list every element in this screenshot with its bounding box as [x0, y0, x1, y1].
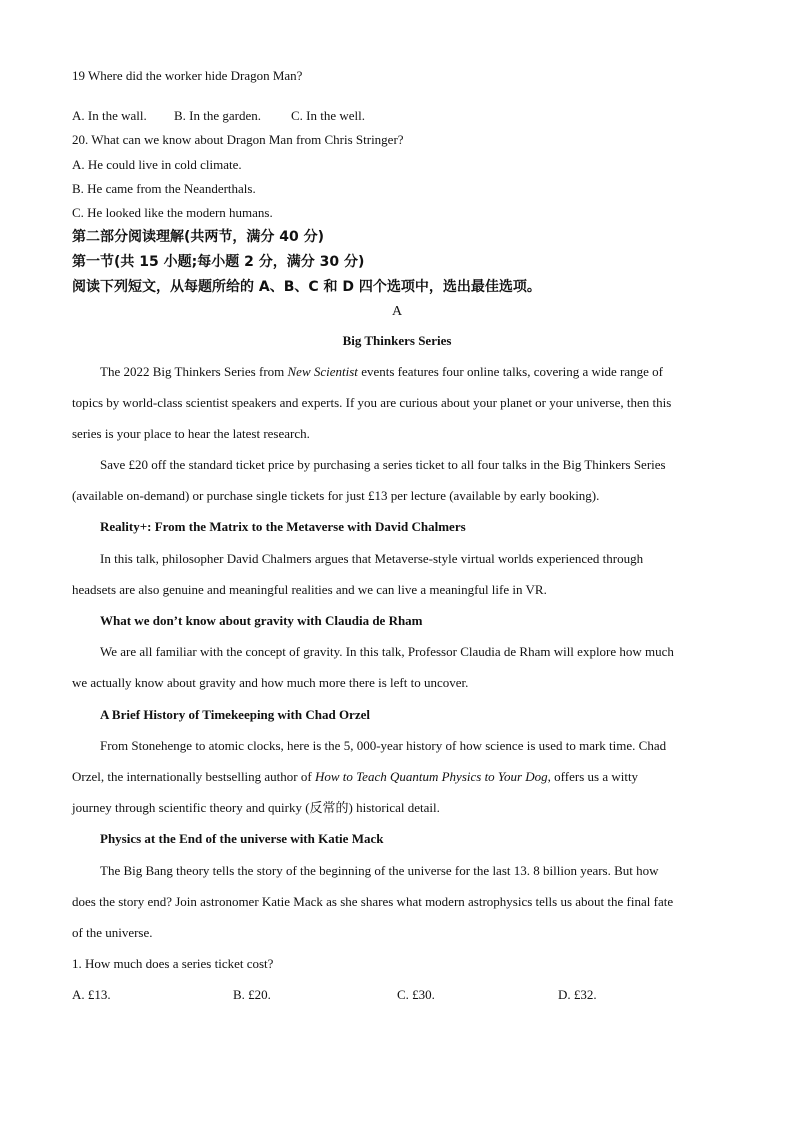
option-b: B. In the garden.: [174, 108, 262, 123]
paragraph-line: (available on-demand) or purchase single tickets for just £13 per lecture (available by early booking).: [72, 488, 600, 503]
paragraph-line: headsets are also genuine and meaningful realities and we can live a meaningful life in VR.: [72, 582, 547, 597]
paragraph-line: We are all familiar with the concept of gravity. In this talk, Professor Claudia de Rham will explore how much: [100, 644, 674, 659]
option-d: D. £32.: [558, 987, 597, 1002]
section-subheader: 第一节(共 15 小题;每小题 2 分，满分 30 分): [72, 254, 365, 270]
talk-title: Physics at the End of the universe with Katie Mack: [100, 831, 384, 846]
option-a: A. £13.: [72, 987, 111, 1002]
paragraph-line: The 2022 Big Thinkers Series from New Scientist events features four online talks, covering a wide range of: [100, 364, 663, 379]
section-header: 第二部分阅读理解(共两节，满分 40 分): [72, 229, 325, 245]
question-1-options: [72, 987, 597, 1003]
paragraph-line: Orzel, the internationally bestselling author of How to Teach Quantum Physics to Your Dog, offers us a witty: [72, 769, 639, 784]
question-19: 19 Where did the worker hide Dragon Man?: [72, 68, 303, 83]
paragraph-line: Save £20 off the standard ticket price by purchasing a series ticket to all four talks in the Big Thinkers Series: [100, 457, 666, 472]
option-a: A. He could live in cold climate.: [72, 157, 242, 172]
publication-name: New Scientist: [287, 364, 358, 379]
option-c: C. He looked like the modern humans.: [72, 205, 273, 220]
paragraph-line: In this talk, philosopher David Chalmers argues that Metaverse-style virtual worlds experienced through: [100, 551, 644, 566]
paragraph-line: From Stonehenge to atomic clocks, here is the 5, 000-year history of how science is used to mark time. Chad: [100, 738, 667, 753]
option-b: B. He came from the Neanderthals.: [72, 181, 256, 196]
paragraph-line: we actually know about gravity and how much more there is left to uncover.: [72, 675, 469, 690]
talk-title: Reality+: From the Matrix to the Metaverse with David Chalmers: [100, 519, 466, 534]
question-20: 20. What can we know about Dragon Man from Chris Stringer?: [72, 132, 404, 147]
talk-title: What we don’t know about gravity with Claudia de Rham: [100, 613, 423, 628]
instructions: 阅读下列短文，从每题所给的 A、B、C 和 D 四个选项中，选出最佳选项。: [72, 279, 541, 295]
book-title: How to Teach Quantum Physics to Your Dog: [314, 769, 548, 784]
paragraph-line: The Big Bang theory tells the story of the beginning of the universe for the last 13. 8 billion years. But how: [100, 863, 659, 878]
question-19-options: [72, 108, 365, 124]
passage-label: A: [391, 304, 403, 319]
option-c: C. In the well.: [291, 108, 366, 123]
passage-title: Big Thinkers Series: [342, 333, 452, 348]
option-a: A. In the wall.: [72, 108, 147, 123]
paragraph-line: does the story end? Join astronomer Katie Mack as she shares what modern astrophysics tells us about the final fate: [72, 894, 674, 909]
paragraph-line: journey through scientific theory and quirky (反常的) historical detail.: [72, 800, 440, 815]
question-1: 1. How much does a series ticket cost?: [72, 956, 274, 971]
option-c: C. £30.: [397, 987, 435, 1002]
option-b: B. £20.: [233, 987, 271, 1002]
paragraph-line: topics by world-class scientist speakers and experts. If you are curious about your planet or your universe, then this: [72, 395, 672, 410]
paragraph-line: of the universe.: [72, 925, 153, 940]
paragraph-line: series is your place to hear the latest research.: [72, 426, 310, 441]
talk-title: A Brief History of Timekeeping with Chad Orzel: [100, 707, 370, 722]
